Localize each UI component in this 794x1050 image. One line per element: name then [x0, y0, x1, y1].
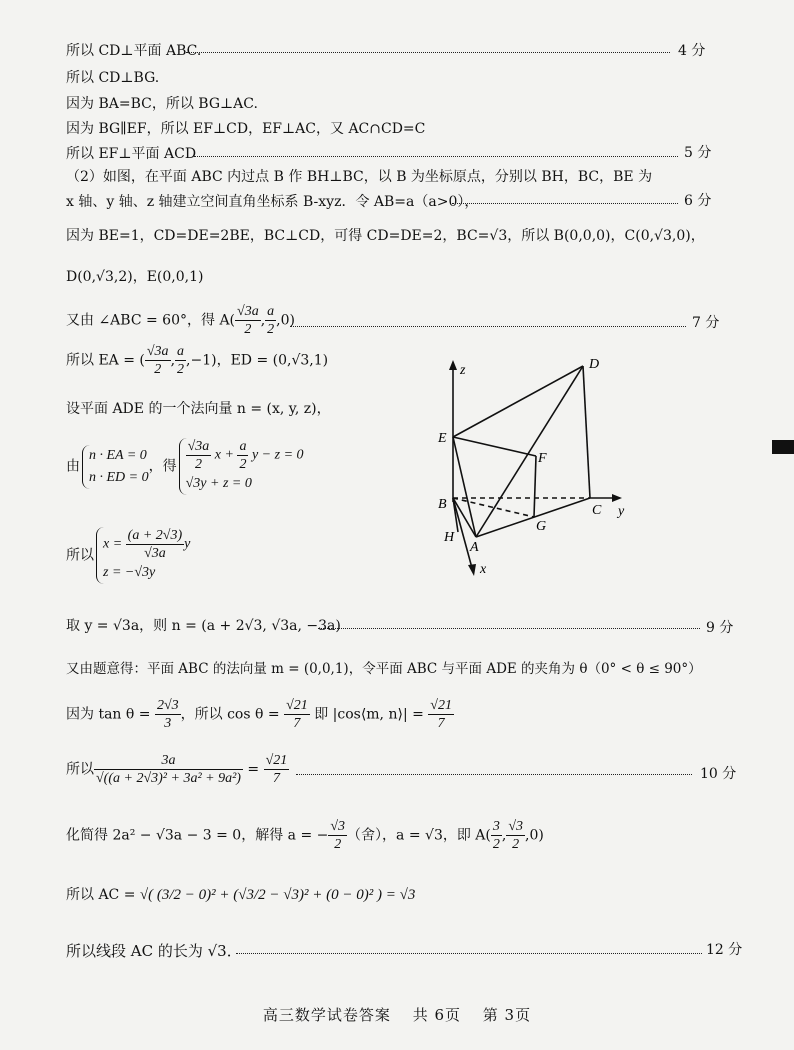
fraction: $\frac{√3a}{2}$ [146, 344, 169, 377]
angle-line: 又由题意得：平面 ABC 的法向量 m = (0,0,1)，令平面 ABC 与平面 ADE 的夹角为 θ（0° < θ ≤ 90°） [66, 661, 702, 677]
fraction: $\frac{√3a}{2}$ [187, 439, 210, 472]
fraction: $\frac{√3}{2}$ [330, 819, 346, 852]
label-d: D [589, 357, 600, 372]
edge-ad [476, 366, 583, 537]
score-4: 4 分 [678, 43, 706, 59]
fraction: $\frac{√3a}{2}$ [237, 304, 259, 337]
fraction: $\frac{(a + 2√3)}{√3a}$ [127, 528, 183, 561]
choose-y-line: 取 y = √3a，则 n = (a + 2√3, √3a, −3a) [66, 618, 341, 634]
score-leader [194, 156, 678, 157]
ac-length-formula: 所以 AC = √( (3/2 − 0)² + (√3/2 − √3)² + (0 − 0)² ) = √3 [66, 887, 416, 903]
label-x: x [480, 562, 487, 577]
score-12: 12 分 [706, 942, 743, 958]
tan-cos-line: 因为 tan θ = $\frac{2√3}{3}$ ，所以 cos θ = $\frac{√21}{7}$ 即 |cos⟨m, n⟩| = $\frac{√21}{7}$ [66, 698, 452, 731]
label-y: y [618, 504, 625, 519]
score-9: 9 分 [706, 620, 734, 636]
fraction: $\frac{3a}{\text{√((a + 2√3)² + 3a² + 9a²)}}$ [96, 753, 241, 786]
equation-system: $\frac{√3a}{2}$ x + $\frac{a}{2}$ y − z = 0 √3y + z = 0 [179, 438, 304, 495]
fraction: $\frac{a}{2}$ [239, 439, 247, 472]
fraction: $\frac{a}{2}$ [177, 344, 185, 377]
score-5: 5 分 [684, 145, 712, 161]
fraction: $\frac{√21}{7}$ [430, 698, 452, 731]
fraction: $\frac{√21}{7}$ [265, 753, 288, 786]
score-leader [290, 326, 686, 327]
solution-system-line: 所以 x = $\frac{(a + 2√3)}{√3a}$ y z = −√3y [66, 527, 190, 584]
score-leader [236, 953, 702, 954]
proof-line-3: 因为 BA=BC，所以 BG⊥AC. [66, 96, 258, 112]
fraction: $\frac{√3}{2}$ [508, 819, 524, 852]
score-leader [296, 774, 692, 775]
proof-line-2: 所以 CD⊥BG. [66, 70, 160, 86]
score-leader [318, 628, 700, 629]
page-edge-marker [772, 440, 794, 454]
part2-line-2: x 轴、y 轴、z 轴建立空间直角坐标系 B-xyz．令 AB=a（a>0）， [66, 194, 479, 210]
edge-ef [453, 437, 536, 456]
fraction: $\frac{a}{2}$ [267, 304, 275, 337]
vectors-line: 所以 EA = ( $\frac{√3a}{2}$ , $\frac{a}{2}$ ,−1)，ED = (0,√3,1) [66, 344, 329, 377]
score-10: 10 分 [700, 766, 737, 782]
normal-vector-line: 设平面 ADE 的一个法向量 n = (x, y, z)， [66, 401, 331, 417]
edge-dc [583, 366, 590, 498]
footer-total-pages: 共 6页 [412, 1006, 461, 1024]
label-a: A [470, 540, 479, 555]
label-b: B [438, 497, 447, 512]
equation-system: x = $\frac{(a + 2√3)}{√3a}$ y z = −√3y [96, 527, 190, 584]
point-a-line: 又由 ∠ABC = 60°，得 A( $\frac{√3a}{2}$ , $\frac{a}{2}$ ,0) [66, 304, 295, 337]
part2-line-1: （2）如图，在平面 ABC 内过点 B 作 BH⊥BC，以 B 为坐标原点，分别以 BH，BC，BE 为 [66, 169, 653, 185]
score-6: 6 分 [684, 193, 712, 209]
proof-line-1: 所以 CD⊥平面 ABC. [66, 43, 202, 59]
equation-system: n · EA = 0 n · ED = 0 [82, 445, 149, 489]
label-c: C [592, 503, 602, 518]
solve-line: 化简得 2a² − √3a − 3 = 0，解得 a = − $\frac{√3}{2}$ （舍），a = √3，即 A( $\frac{3}{2}$ , $\frac{√3}{2}$ ,0) [66, 819, 544, 852]
label-z: z [460, 363, 466, 378]
page-footer [0, 1004, 794, 1025]
edge-bg [453, 498, 534, 517]
edge-fg [534, 456, 536, 517]
coords-line-1: 因为 BE=1，CD=DE=2BE，BC⊥CD，可得 CD=DE=2，BC=√3，所以 B(0,0,0)，C(0,√3,0)， [66, 228, 705, 244]
footer-page-number: 第 3页 [482, 1006, 532, 1024]
geometry-figure [428, 352, 648, 582]
edge-ed [453, 366, 583, 437]
label-g: G [536, 519, 547, 534]
label-f: F [538, 451, 547, 466]
proof-line-5: 所以 EF⊥平面 ACD [66, 146, 197, 162]
score-leader [452, 203, 678, 204]
label-h: H [444, 530, 455, 545]
label-e: E [438, 431, 447, 446]
score-leader [186, 52, 670, 53]
fraction: $\frac{3}{2}$ [492, 819, 500, 852]
fraction: $\frac{2√3}{3}$ [156, 698, 179, 731]
proof-line-4: 因为 BG∥EF，所以 EF⊥CD，EF⊥AC，又 AC∩CD=C [66, 121, 426, 137]
coords-line-2: D(0,√3,2)，E(0,0,1) [66, 269, 204, 285]
footer-title: 高三数学试卷答案 [262, 1006, 391, 1024]
score-7: 7 分 [692, 315, 720, 331]
system-line: 由 n · EA = 0 n · ED = 0 ，得 $\frac{√3a}{2}$ x + $\frac{a}{2}$ y − z = 0 √3y + z = 0 [66, 438, 304, 495]
cos-equation-line: 所以 $\frac{3a}{\text{√((a + 2√3)² + 3a² + 9a²)}}$ = $\frac{√21}{7}$ [66, 753, 288, 786]
conclusion-line: 所以线段 AC 的长为 √3． [66, 942, 242, 960]
fraction: $\frac{√21}{7}$ [286, 698, 308, 731]
